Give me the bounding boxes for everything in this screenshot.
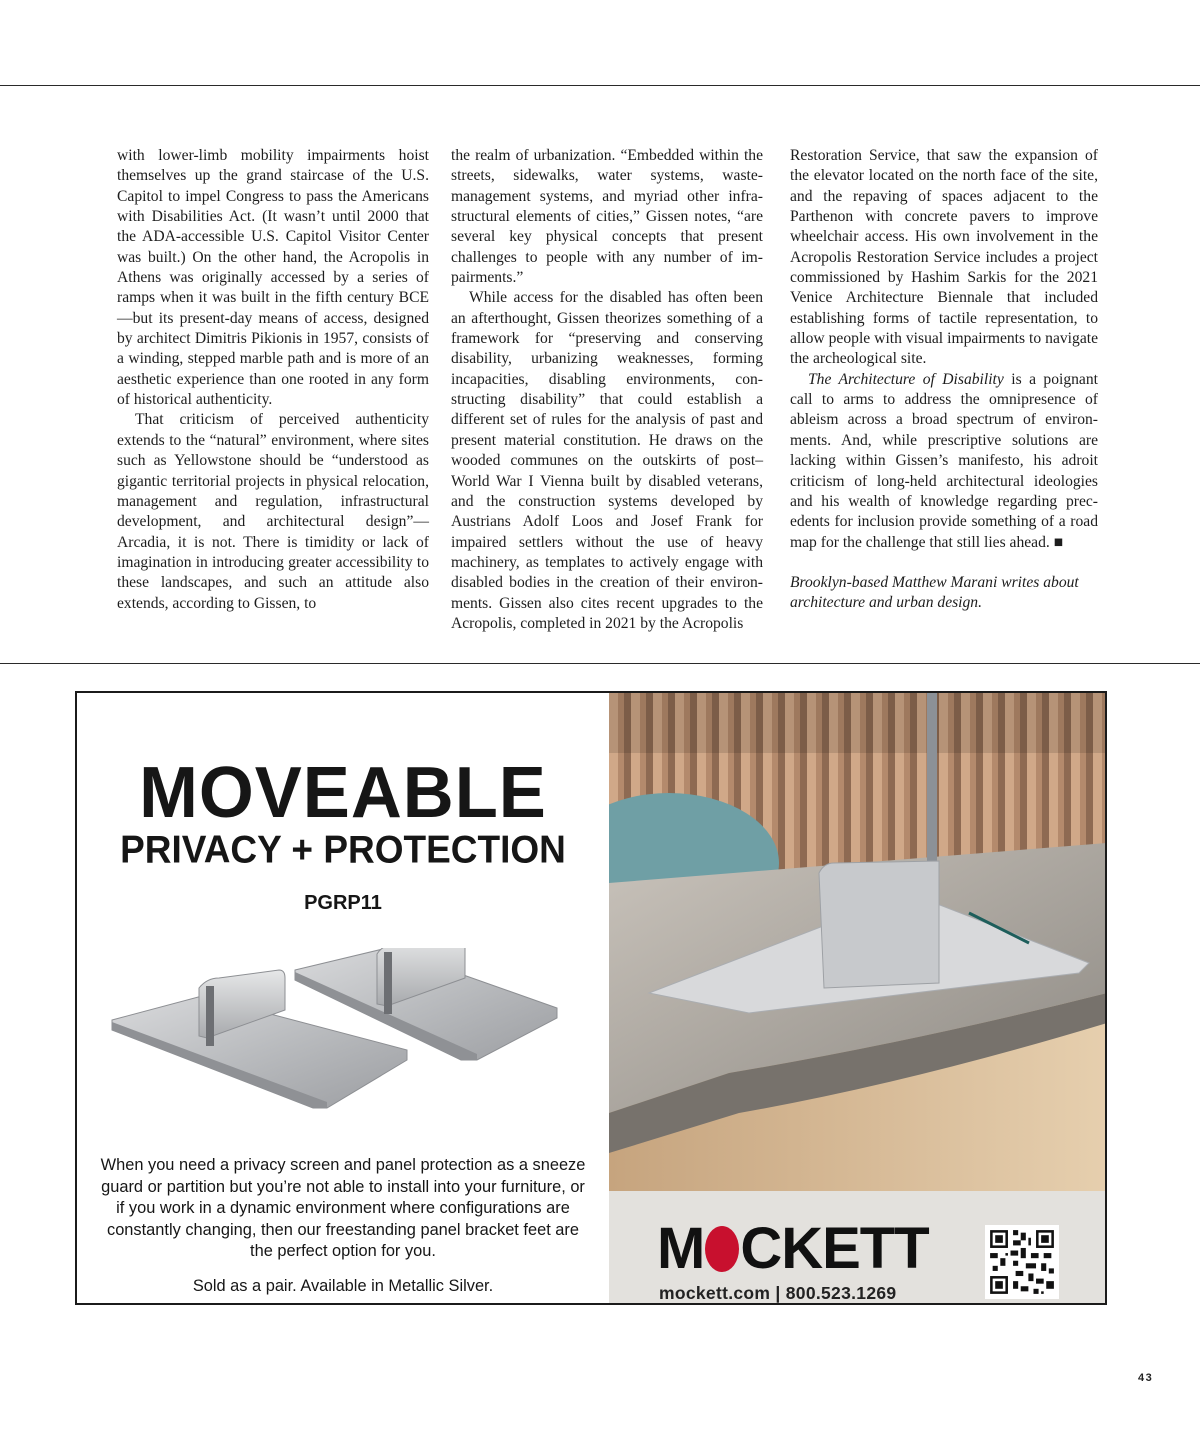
ad-subheadline: PRIVACY + PROTECTION <box>120 827 566 871</box>
brand-bar <box>609 1191 1107 1305</box>
article-paragraph: That criticism of perceived authenticity extends to the “natural” environment, where sites such as Yellowstone should be “understood as gigantic territorial projects in physical relocation, management and regulation, infrastructural development, and architectural design”—Arcadia, it is not. There is timidity or lack of imagination in introducing greater accessibility to these landscapes, and such an attitude also extends, according to Gissen, to <box>117 411 429 612</box>
ad-copy-panel <box>77 693 609 1303</box>
qr-code-icon[interactable] <box>985 1225 1059 1299</box>
article-column-1 <box>117 146 429 614</box>
page-number: 43 <box>1138 1372 1154 1384</box>
article-paragraph: While access for the disabled has often been an afterthought, Gissen theorizes something of a framework for “preserving and conserving disability, urbanizing weaknesses, forming incapacities, disabling environments, constructing disability” that could establish a different set of rules for the analysis of past and present material constitution. He draws on the wooded communes on the outskirts of post–World War I Vienna built by disabled veterans, and the construction systems developed by Austrians Adolf Loos and Josef Frank for impaired settlers without the use of heavy machinery, as templates to actively engage with disabled bodies in the creation of their environments. Gissen also cites recent upgrades to the Acropolis, completed in 2021 by the Acropolis <box>451 289 763 632</box>
article-paragraph: with lower-limb mobility impairments hoist themselves up the grand staircase of the U.S. Capitol to impel Congress to pass the Americans with Disabilities Act. (It wasn’t until 2000 that the ADA-accessible U.S. Capitol Visitor Center was built.) On the other hand, the Acropolis in Athens was originally accessed by a series of ramps when it was built in the fifth century BCE—but its present-day means of access, designed by architect Dimitris Pikionis in 1957, consists of a winding, stepped marble path and is more of an aesthetic experience than one rooted in any form of historical authenticity. <box>117 147 429 409</box>
section-rule <box>0 663 1200 664</box>
ad-body-copy: When you need a privacy screen and panel protection as a sneeze guard or partition but you’re not able to install into your furniture, or if you work in a dynamic environment where configurations are constantly changing, then our freestanding panel bracket feet are the perfect option for you. <box>100 1156 586 1261</box>
top-rule <box>0 85 1200 86</box>
logo-letters-end: CKETT <box>740 1216 929 1281</box>
mockett-logo <box>657 1216 929 1281</box>
article-column-3 <box>790 146 1098 614</box>
paragraph-text: is a poignant call to arms to address the omnipresence of ableism across a broad spectrum of environments. And, while prescriptive solutions are lacking within Gissen’s manifesto, his adroit criticism of long-held architectural ideologies and his wealth of knowledge regarding precedents for inclusion provide something of a road map for the challenge that still lies ahead. ■ <box>790 370 1098 551</box>
article-column-2 <box>451 146 763 634</box>
author-byline: Brooklyn-based Matthew Marani writes about architecture and urban design. <box>790 573 1079 612</box>
product-photo <box>609 693 1107 1191</box>
article-paragraph: the realm of urbanization. “Embedded within the streets, sidewalks, water systems, wastemanagement systems, and myriad other infrastructural elements of cities,” Gissen notes, “are several key physical concepts that present challenges to people with any number of impairments.” <box>451 147 763 287</box>
article-paragraph: Restoration Service, that saw the expansion of the elevator located on the north face of the site, and the repaving of spaces adjacent to the Parthenon with concrete pavers to improve wheelchair access. His own involvement in the Acropolis Restoration Service includes a project commissioned by Hashim Sarkis for the 2021 Venice Architecture Biennale that included establishing forms of tactile representation, to allow people with visual impairments to navigate the archeological site. <box>790 147 1098 368</box>
ad-footnote: Sold as a pair. Available in Metallic Silver. <box>192 1277 494 1295</box>
ad-headline: MOVEABLE <box>139 753 547 833</box>
logo-red-o <box>705 1226 739 1272</box>
ad-model-number: PGRP11 <box>304 892 382 914</box>
bracket-feet-illustration <box>107 948 587 1118</box>
logo-letters-start: M <box>657 1216 705 1281</box>
ad-image-panel <box>609 693 1107 1303</box>
book-title: The Architecture of Disability <box>808 370 1004 388</box>
ad-contact[interactable]: mockett.com | 800.523.1269 <box>659 1283 897 1303</box>
article-paragraph <box>790 370 1098 553</box>
mockett-advertisement[interactable] <box>75 691 1107 1305</box>
